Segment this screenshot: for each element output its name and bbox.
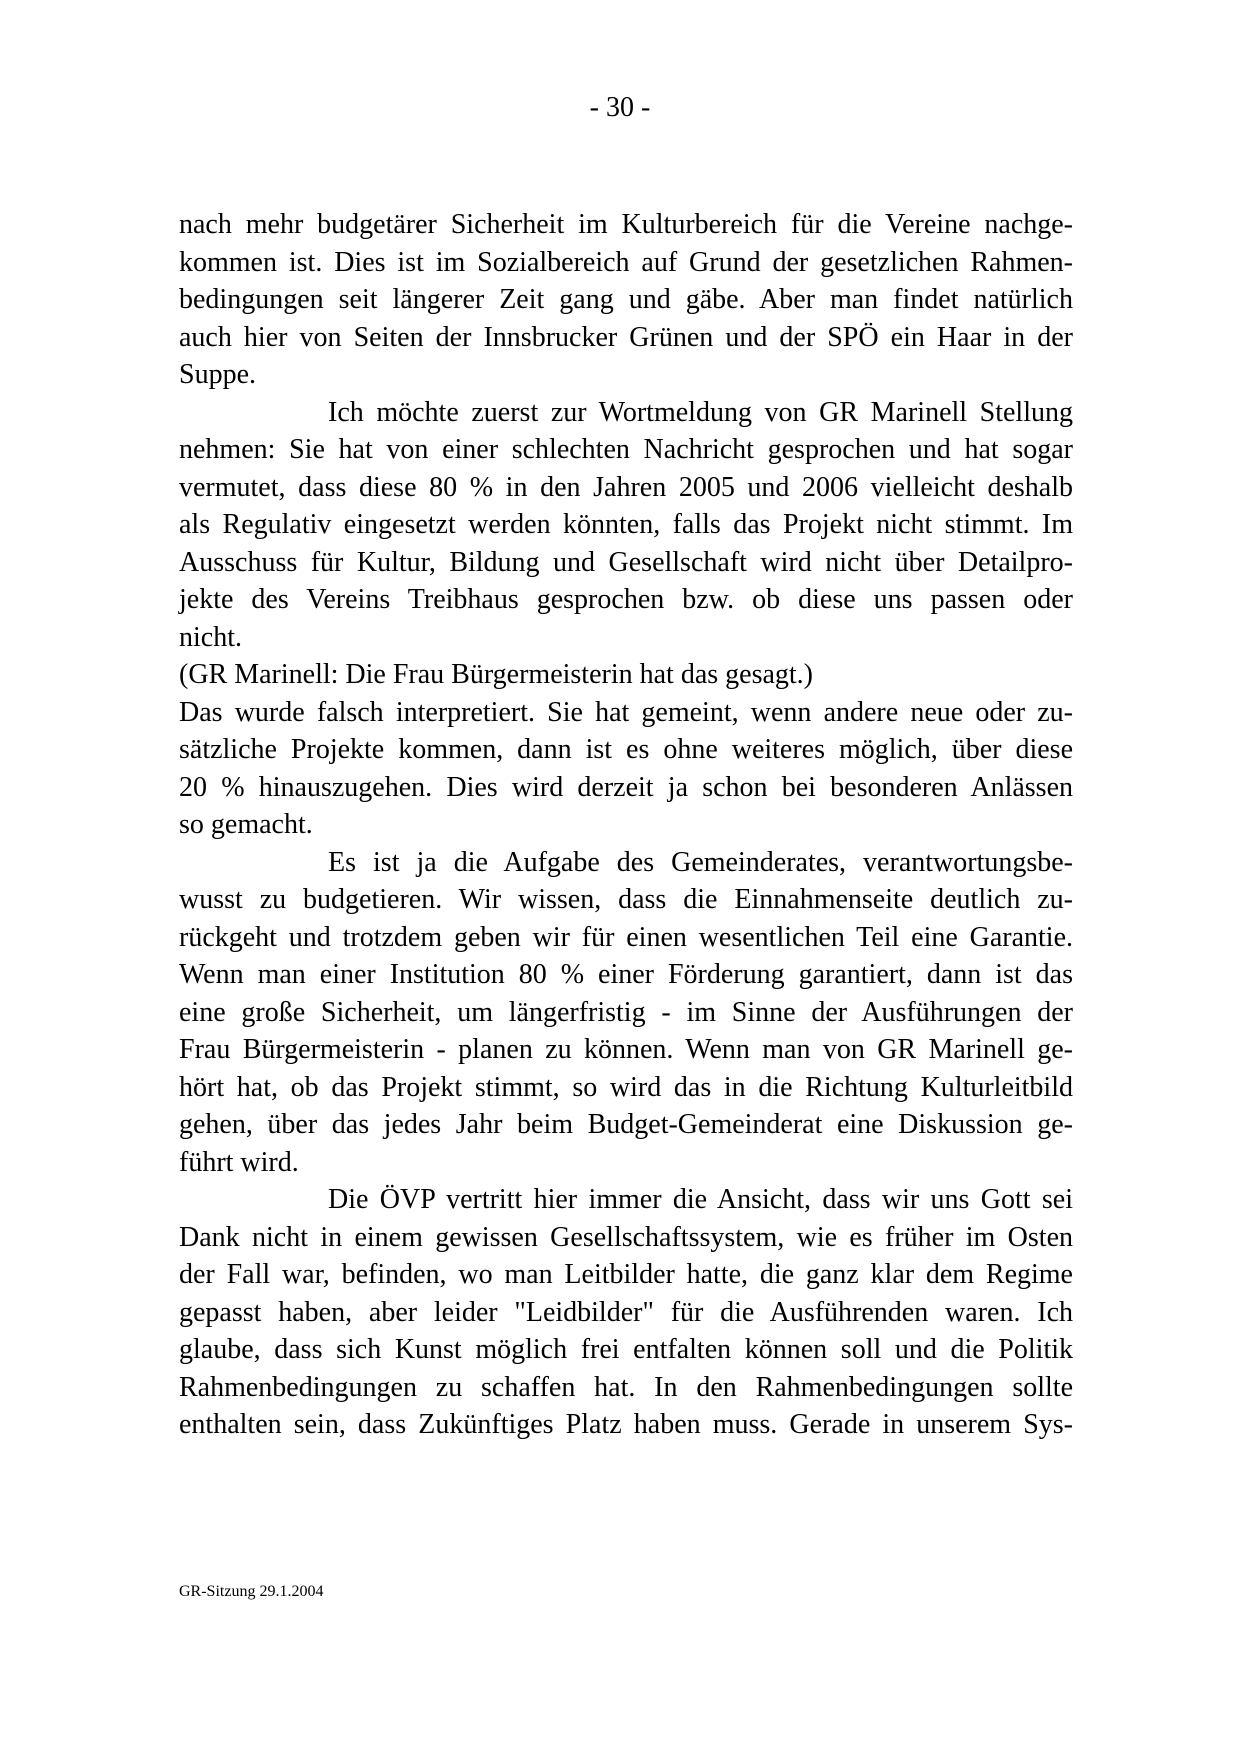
text-line: (GR Marinell: Die Frau Bürgermeisterin hat das gesagt.) (179, 659, 813, 690)
text-line: gehen, über das jedes Jahr beim Budget-Gemeinderat eine Diskussion ge- (179, 1109, 1073, 1140)
text-line: jekte des Vereins Treibhaus gesprochen bzw. ob diese uns passen oder (179, 584, 1073, 615)
text-line: Das wurde falsch interpretiert. Sie hat gemeint, wenn andere neue oder zu- (179, 696, 1073, 728)
text-line: Ich möchte zuerst zur Wortmeldung von GR Marinell Stellung (328, 396, 1073, 428)
text-line: glaube, dass sich Kunst möglich frei entfalten können soll und die Politik (179, 1334, 1073, 1365)
text-line: sätzliche Projekte kommen, dann ist es ohne weiteres möglich, über diese (179, 734, 1073, 765)
text-line: nicht. (179, 621, 242, 653)
text-line: der Fall war, befinden, wo man Leitbilder hatte, die ganz klar dem Regime (179, 1259, 1073, 1290)
text-line: enthalten sein, dass Zukünftiges Platz haben muss. Gerade in unserem Sys- (179, 1409, 1073, 1440)
text-line: führt wird. (179, 1146, 299, 1178)
text-line: Rahmenbedingungen zu schaffen hat. In den Rahmenbedingungen sollte (179, 1371, 1073, 1403)
page-number: - 30 - (589, 92, 651, 123)
text-line: vermutet, dass diese 80 % in den Jahren 2005 und 2006 vielleicht deshalb (179, 471, 1073, 503)
text-line: Frau Bürgermeisterin - planen zu können. Wenn man von GR Marinell ge- (179, 1034, 1073, 1065)
text-line: Ausschuss für Kultur, Bildung und Gesellschaft wird nicht über Detailpro- (179, 546, 1073, 578)
text-line: so gemacht. (179, 809, 313, 840)
text-line: Suppe. (179, 359, 256, 390)
text-line: eine große Sicherheit, um längerfristig - im Sinne der Ausführungen der (179, 996, 1073, 1028)
footer-session-date: GR-Sitzung 29.1.2004 (179, 1583, 324, 1600)
text-line: wusst zu budgetieren. Wir wissen, dass die Einnahmenseite deutlich zu- (179, 884, 1073, 915)
text-line: Wenn man einer Institution 80 % einer Förderung garantiert, dann ist das (179, 959, 1073, 990)
text-line: nach mehr budgetärer Sicherheit im Kulturbereich für die Vereine nachge- (179, 209, 1073, 240)
text-line: Es ist ja die Aufgabe des Gemeinderates, verantwortungsbe- (328, 846, 1073, 878)
text-line: auch hier von Seiten der Innsbrucker Grünen und der SPÖ ein Haar in der (179, 321, 1073, 353)
text-line: kommen ist. Dies ist im Sozialbereich auf Grund der gesetzlichen Rahmen- (179, 246, 1073, 278)
text-line: als Regulativ eingesetzt werden könnten, falls das Projekt nicht stimmt. Im (179, 509, 1073, 540)
text-line: 20 % hinauszugehen. Dies wird derzeit ja schon bei besonderen Anlässen (179, 771, 1073, 803)
text-line: Dank nicht in einem gewissen Gesellschaftssystem, wie es früher im Osten (179, 1221, 1073, 1253)
text-line: Die ÖVP vertritt hier immer die Ansicht, dass wir uns Gott sei (328, 1184, 1073, 1215)
body-text (179, 206, 1073, 1444)
text-line: hört hat, ob das Projekt stimmt, so wird das in die Richtung Kulturleitbild (179, 1071, 1073, 1103)
text-line: gepasst haben, aber leider "Leidbilder" für die Ausführenden waren. Ich (179, 1296, 1073, 1328)
text-line: bedingungen seit längerer Zeit gang und gäbe. Aber man findet natürlich (179, 284, 1073, 315)
text-line: rückgeht und trotzdem geben wir für einen wesentlichen Teil eine Garantie. (179, 921, 1073, 953)
text-line: nehmen: Sie hat von einer schlechten Nachricht gesprochen und hat sogar (179, 434, 1073, 465)
